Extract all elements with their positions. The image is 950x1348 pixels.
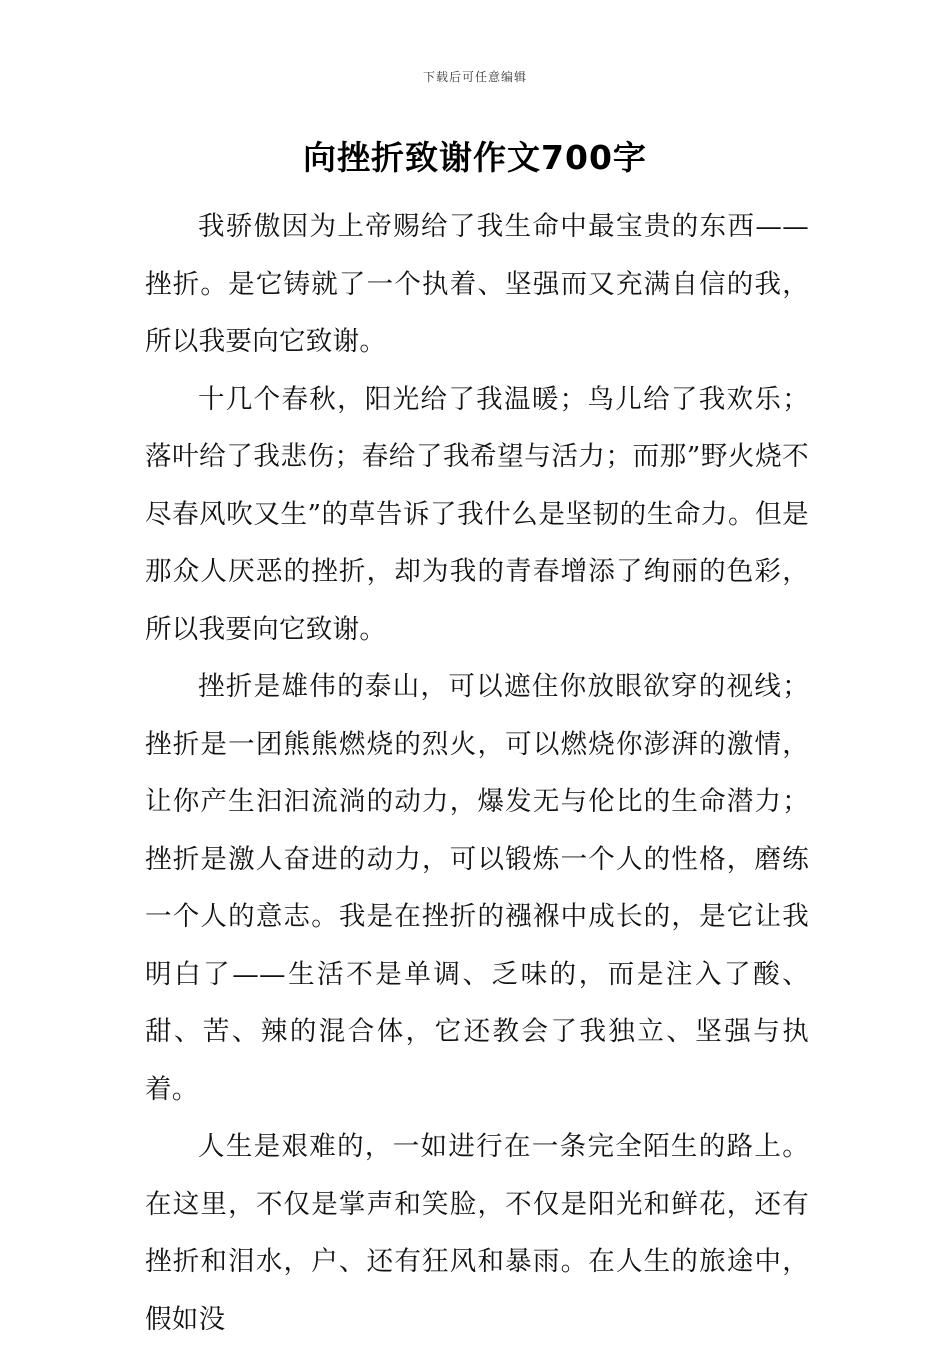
essay-body [145, 198, 809, 1348]
header-note: 下载后可任意编辑 [422, 70, 527, 84]
paragraph-4: 人生是艰难的，一如进行在一条完全陌生的路上。在这里，不仅是掌声和笑脸，不仅是阳光和鲜花，还有挫折和泪水，户、还有狂风和暴雨。在人生的旅途中，假如没 [145, 1131, 809, 1335]
paragraph-1: 我骄傲因为上帝赐给了我生命中最宝贵的东西——挫折。是它铸就了一个执着、坚强而又充满自信的我，所以我要向它致谢。 [145, 211, 809, 357]
paragraph-2: 十几个春秋，阳光给了我温暖；鸟儿给了我欢乐；落叶给了我悲伤；春给了我希望与活力；而那”野火烧不尽春风吹又生”的草告诉了我什么是坚韧的生命力。但是那众人厌恶的挫折，却为我的青春增添了绚丽的色彩，所以我要向它致谢。 [145, 383, 809, 645]
page-title: 向挫折致谢作文700字 [303, 138, 647, 177]
paragraph-3: 挫折是雄伟的泰山，可以遮住你放眼欲穿的视线；挫折是一团熊熊燃烧的烈火，可以燃烧你澎湃的激情，让你产生汩汩流淌的动力，爆发无与伦比的生命潜力；挫折是激人奋进的动力，可以锻炼一个人的性格，磨练一个人的意志。我是在挫折的襁褓中成长的，是它让我明白了——生活不是单调、乏味的，而是注入了酸、甜、苦、辣的混合体，它还教会了我独立、坚强与执着。 [145, 671, 809, 1105]
